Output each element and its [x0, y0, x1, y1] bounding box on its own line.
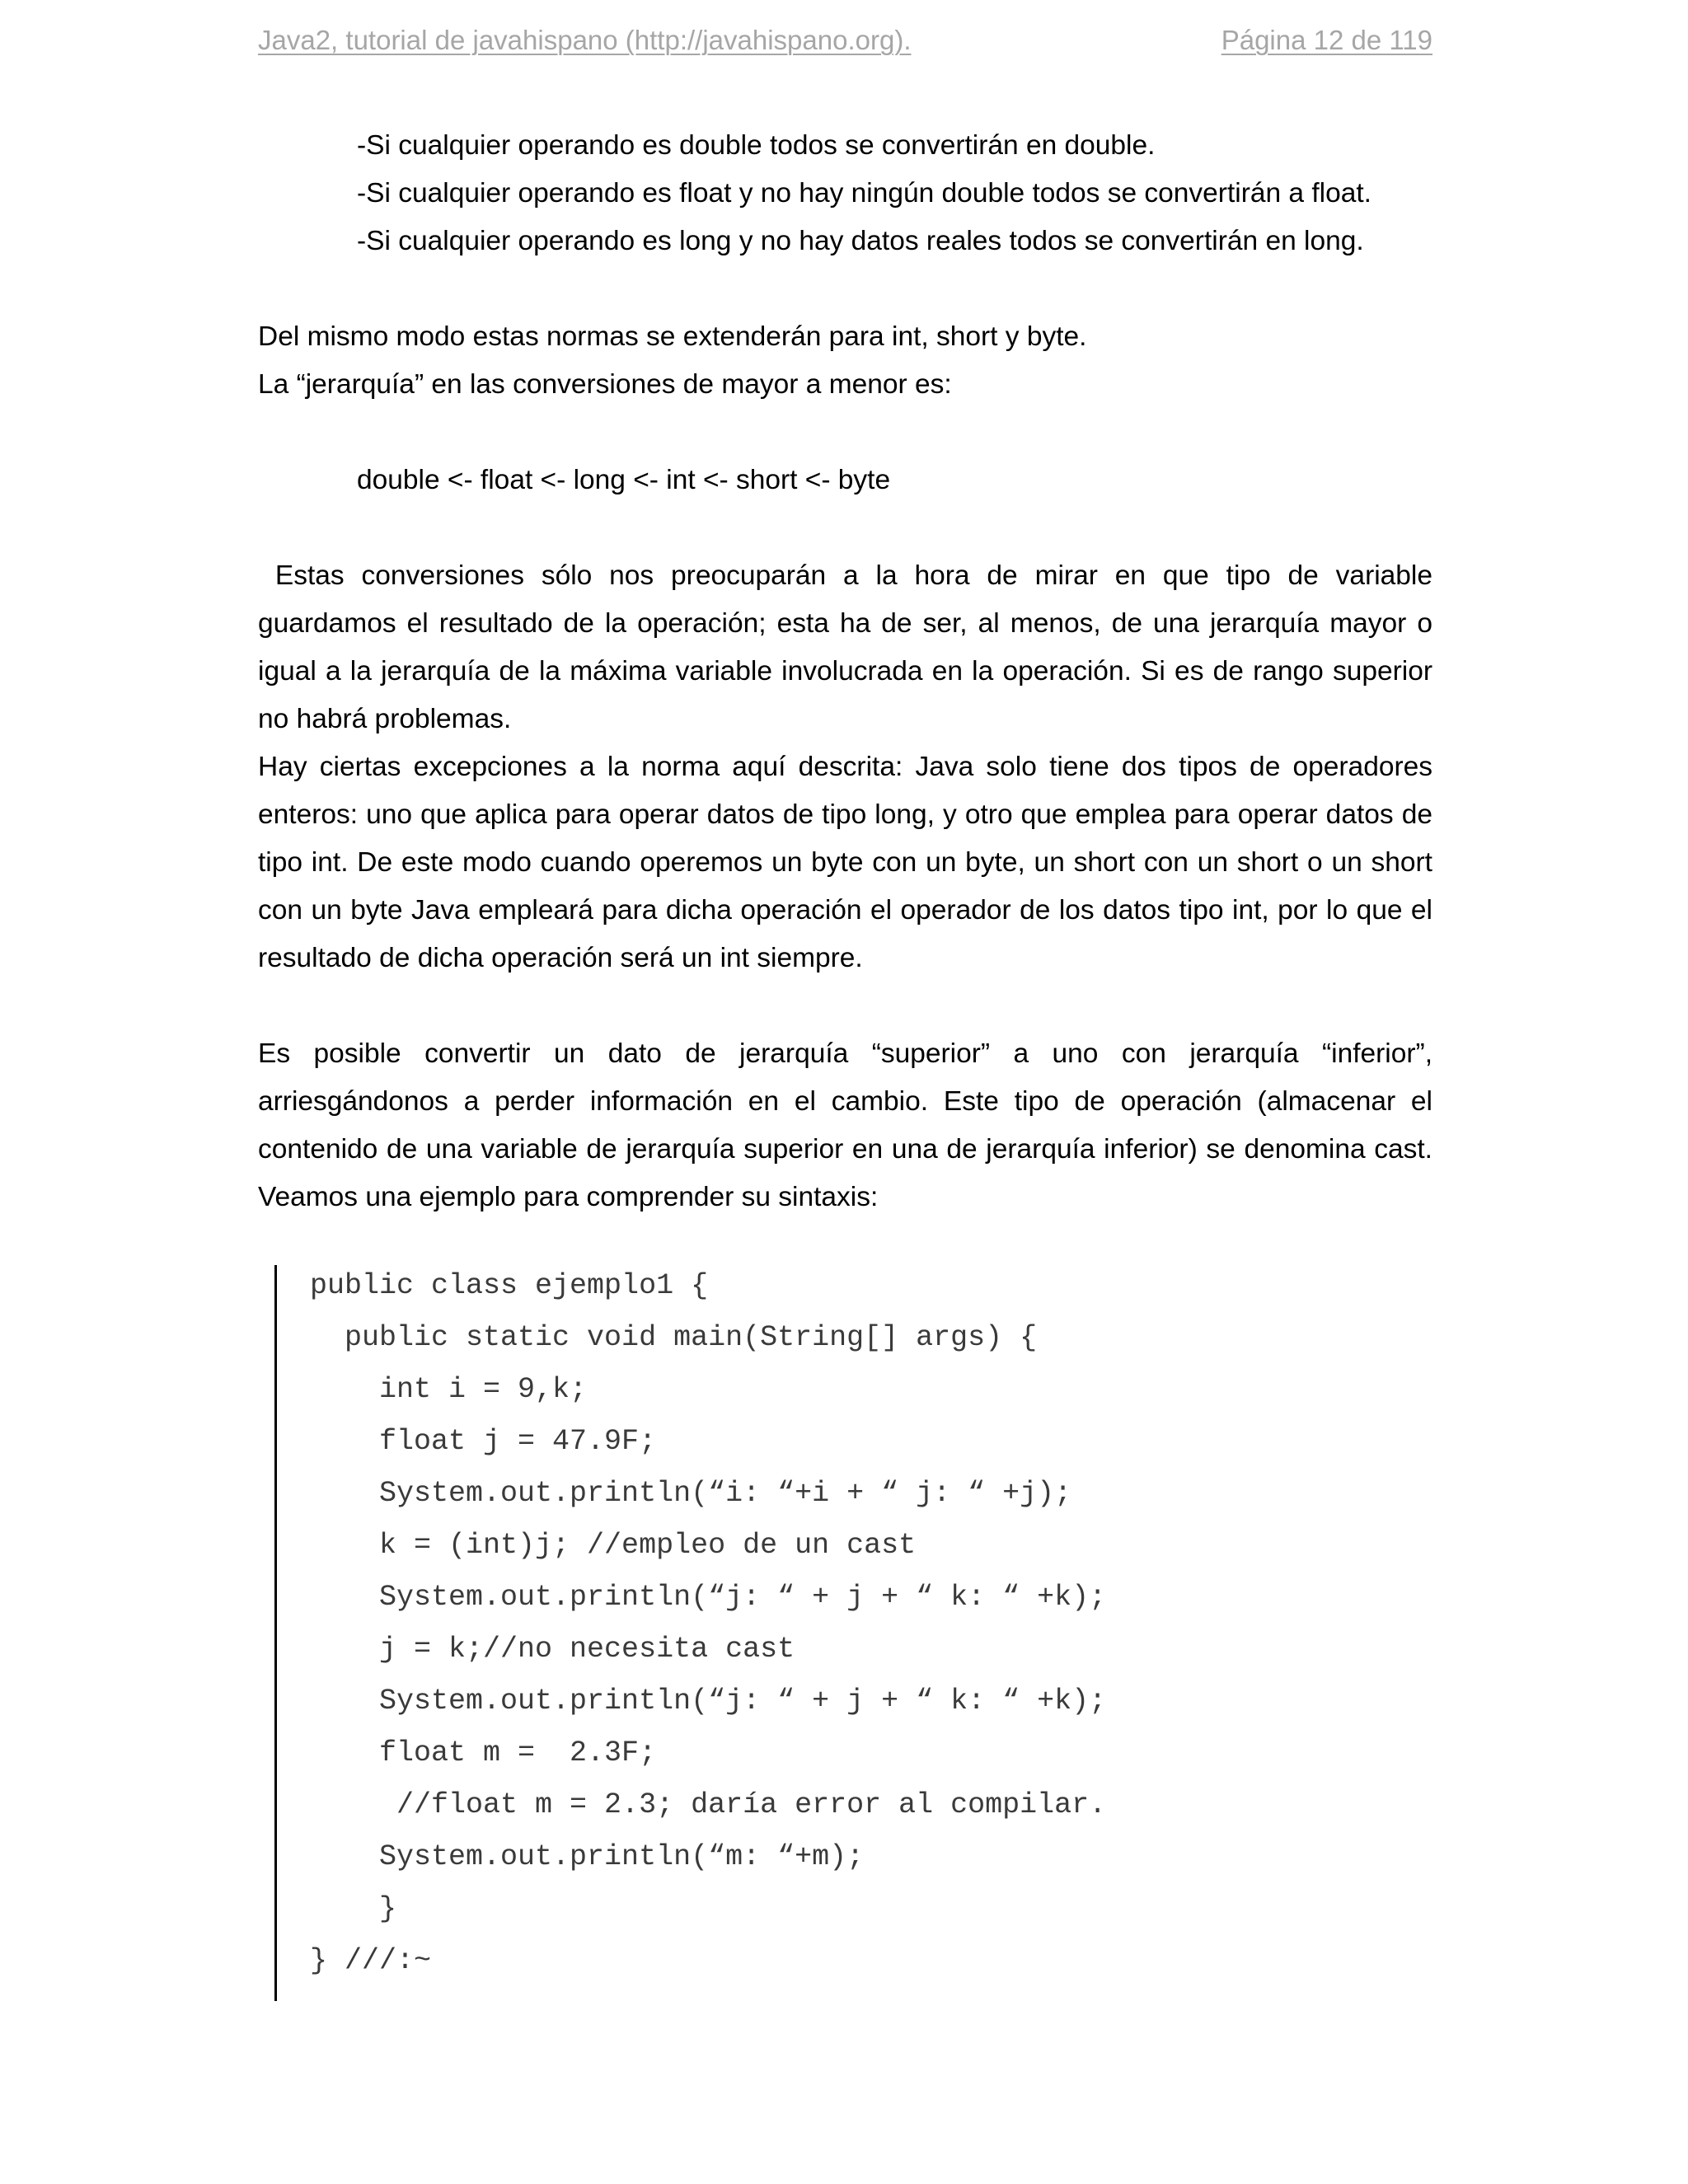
header-title-link[interactable]: Java2, tutorial de javahispano (http://javahispano.org). [258, 25, 912, 55]
code-line: public class ejemplo1 { [310, 1269, 709, 1302]
spacer [258, 265, 1432, 313]
code-line: float j = 47.9F; [310, 1425, 657, 1458]
code-line: //float m = 2.3; daría error al compilar. [310, 1788, 1107, 1821]
header-page-number: Página 12 de 119 [1221, 25, 1432, 55]
code-line: System.out.println(“j: “ + j + “ k: “ +k); [310, 1685, 1107, 1718]
document-body [258, 122, 1441, 1221]
paragraph: La “jerarquía” en las conversiones de mayor a menor es: [258, 369, 952, 400]
code-line: System.out.println(“m: “+m); [310, 1840, 865, 1873]
conversion-rule: -Si cualquier operando es long y no hay datos reales todos se convertirán en long. [357, 226, 1364, 256]
paragraph: Es posible convertir un dato de jerarquía “superior” a uno con jerarquía “inferior”, arriesgándonos a perder información en el cambio. Este tipo de operación (almacenar el contenido de una variable de jerarquía superior en una de jerarquía inferior) se denomina cast. Veamos una ejemplo para comprender su sintaxis: [258, 1038, 1432, 1212]
code-line: public static void main(String[] args) { [310, 1321, 1038, 1354]
code-line: int i = 9,k; [310, 1373, 588, 1406]
paragraph: Del mismo modo estas normas se extenderán para int, short y byte. [258, 321, 1087, 352]
code-line: } [310, 1892, 397, 1925]
code-line: k = (int)j; //empleo de un cast [310, 1529, 917, 1562]
conversion-rule: -Si cualquier operando es double todos se convertirán en double. [357, 130, 1156, 161]
code-line: float m = 2.3F; [310, 1736, 657, 1769]
code-example-block [274, 1265, 1184, 2001]
code-line: System.out.println(“j: “ + j + “ k: “ +k); [310, 1581, 1107, 1614]
type-hierarchy: double <- float <- long <- int <- short <- byte [357, 465, 891, 495]
spacer [258, 409, 1432, 457]
code-line: } ///:~ [310, 1944, 432, 1977]
page-header [258, 25, 1432, 66]
paragraph: Hay ciertas excepciones a la norma aquí descrita: Java solo tiene dos tipos de operadores enteros: uno que aplica para operar datos de tipo long, y otro que emplea para operar datos de tipo int. De este modo cuando operemos un byte con un byte, un short con un short o un short con un byte Java empleará para dicha operación el operador de los datos tipo int, por lo que el resultado de dicha operación será un int siempre. [258, 752, 1432, 973]
code-line: j = k;//no necesita cast [310, 1633, 795, 1666]
spacer [258, 504, 1432, 552]
code-line: System.out.println(“i: “+i + “ j: “ +j); [310, 1477, 1072, 1510]
paragraph: Estas conversiones sólo nos preocuparán a la hora de mirar en que tipo de variable guardamos el resultado de la operación; esta ha de ser, al menos, de una jerarquía mayor o igual a la jerarquía de la máxima variable involucrada en la operación. Si es de rango superior no habrá problemas. [258, 560, 1441, 734]
conversion-rule: -Si cualquier operando es float y no hay ningún double todos se convertirán a float. [357, 178, 1372, 209]
spacer [258, 982, 1432, 1030]
